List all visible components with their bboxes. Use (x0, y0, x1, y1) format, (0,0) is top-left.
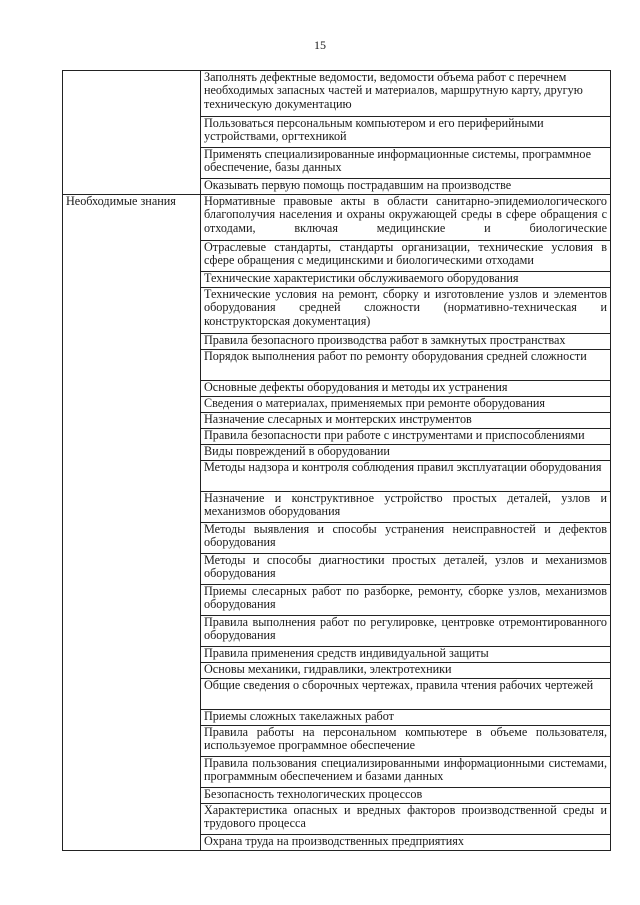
skill-cell: Оказывать первую помощь пострадавшим на производстве (201, 179, 611, 195)
table-row (63, 195, 611, 241)
skill-cell: Пользоваться персональным компьютером и его периферийными устройствами, оргтехникой (201, 117, 611, 148)
skill-cell: Применять специализированные информационные системы, программное обеспечение, базы данных (201, 148, 611, 179)
knowledge-cell: Нормативные правовые акты в области санитарно-эпидемиологического благополучия населения и охраны окружающей среды в сфере обращения с отходами, включая медицинские и биологические (201, 195, 611, 241)
knowledge-cell: Приемы сложных такелажных работ (201, 710, 611, 726)
knowledge-cell: Правила безопасности при работе с инструментами и приспособлениями (201, 429, 611, 445)
knowledge-cell: Сведения о материалах, применяемых при ремонте оборудования (201, 397, 611, 413)
knowledge-cell: Основные дефекты оборудования и методы их устранения (201, 381, 611, 397)
knowledge-cell: Характеристика опасных и вредных факторов производственной среды и трудового процесса (201, 804, 611, 835)
knowledge-cell: Безопасность технологических процессов (201, 788, 611, 804)
knowledge-cell: Правила выполнения работ по регулировке, центровке отремонтированного оборудования (201, 616, 611, 647)
knowledge-cell: Общие сведения о сборочных чертежах, правила чтения рабочих чертежей (201, 679, 611, 710)
knowledge-cell: Правила применения средств индивидуальной защиты (201, 647, 611, 663)
page-number: 15 (314, 38, 326, 52)
knowledge-cell: Назначение слесарных и монтерских инструментов (201, 413, 611, 429)
knowledge-cell: Технические условия на ремонт, сборку и изготовление узлов и элементов оборудования средней сложности (нормативно-техническая и конструкторская документация) (201, 288, 611, 334)
knowledge-cell: Назначение и конструктивное устройство простых деталей, узлов и механизмов оборудования (201, 492, 611, 523)
knowledge-cell: Основы механики, гидравлики, электротехники (201, 663, 611, 679)
requirements-table (62, 70, 611, 851)
knowledge-cell: Методы надзора и контроля соблюдения правил эксплуатации оборудования (201, 461, 611, 492)
knowledge-cell: Порядок выполнения работ по ремонту оборудования средней сложности (201, 350, 611, 381)
knowledge-cell: Правила работы на персональном компьютере в объеме пользователя, используемое программное обеспечение (201, 726, 611, 757)
knowledge-cell: Приемы слесарных работ по разборке, ремонту, сборке узлов, механизмов оборудования (201, 585, 611, 616)
table-row (63, 71, 611, 117)
knowledge-cell: Отраслевые стандарты, стандарты организации, технические условия в сфере обращения с медицинскими и биологическими отходами (201, 241, 611, 272)
knowledge-cell: Технические характеристики обслуживаемого оборудования (201, 272, 611, 288)
knowledge-cell: Правила безопасного производства работ в замкнутых пространствах (201, 334, 611, 350)
knowledge-cell: Виды повреждений в оборудовании (201, 445, 611, 461)
knowledge-cell: Охрана труда на производственных предприятиях (201, 835, 611, 851)
knowledge-cell: Методы выявления и способы устранения неисправностей и дефектов оборудования (201, 523, 611, 554)
knowledge-cell: Правила пользования специализированными информационными системами, программным обеспечением и базами данных (201, 757, 611, 788)
section-label: Необходимые знания (63, 195, 201, 851)
knowledge-cell: Методы и способы диагностики простых деталей, узлов и механизмов оборудования (201, 554, 611, 585)
skill-cell: Заполнять дефектные ведомости, ведомости объема работ с перечнем необходимых запасных частей и материалов, маршрутную карту, другую техническую документацию (201, 71, 611, 117)
skills-label-cell (63, 71, 201, 195)
